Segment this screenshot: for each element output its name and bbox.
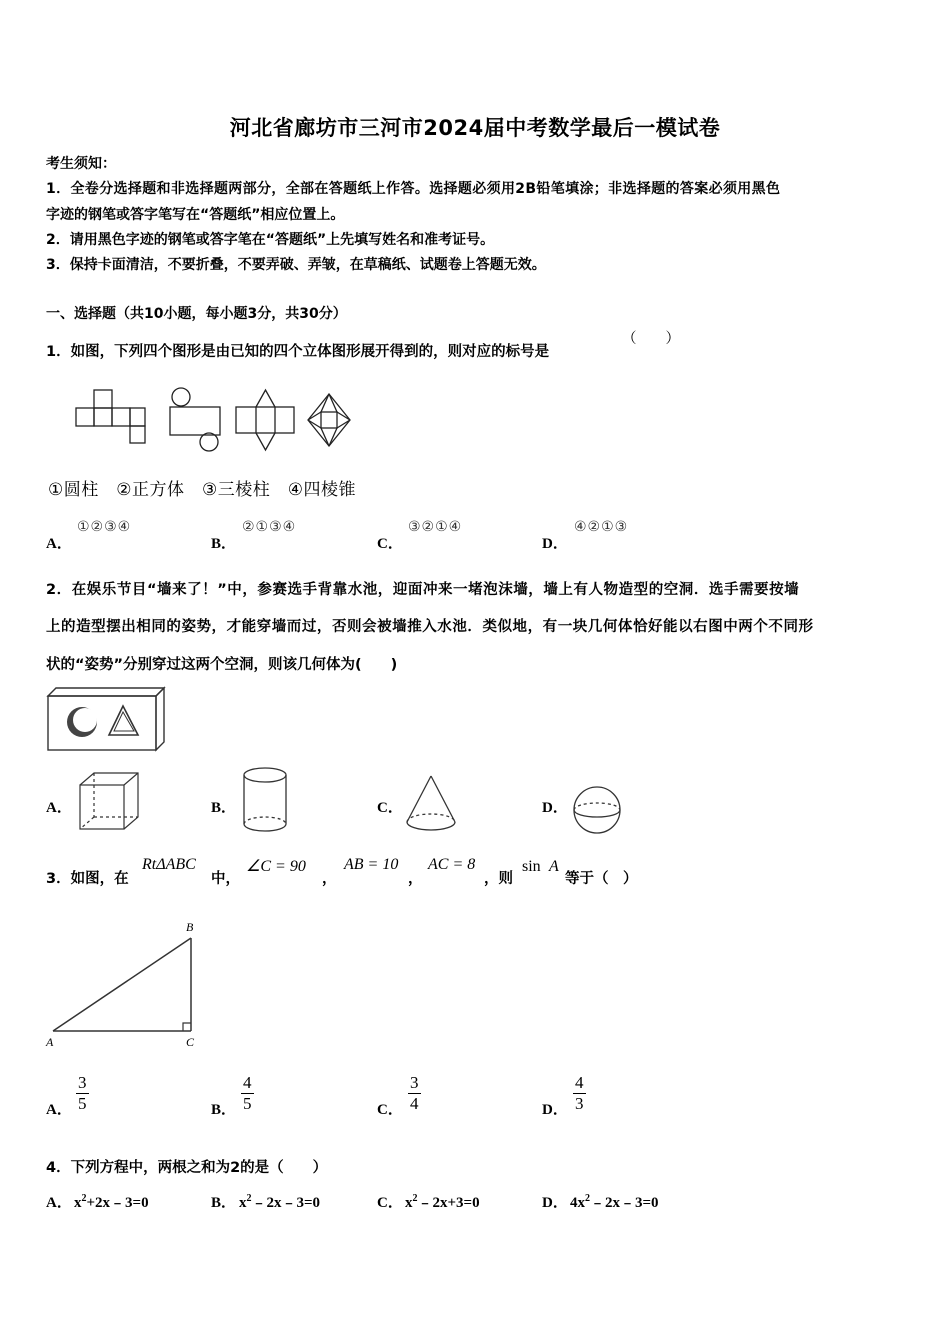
equation-exponent: 2 xyxy=(246,1193,252,1204)
equation-lead: x xyxy=(239,1195,247,1211)
fraction-numerator: 3 xyxy=(78,1073,87,1092)
cylinder-icon[interactable] xyxy=(241,766,289,834)
q3-option-a[interactable] xyxy=(76,1073,89,1114)
q3-side-ab: AB = 10 xyxy=(344,856,399,873)
vertex-label-b: B xyxy=(186,920,194,934)
vertex-label-c: C xyxy=(186,1035,195,1049)
fraction-denominator: 3 xyxy=(575,1094,584,1113)
q2-stem-line2: 上的造型摆出相同的姿势，才能穿墙而过，否则会被墙推入水池．类似地，有一块几何体恰好能以右图中两个不同形 xyxy=(46,619,814,635)
q4-option-d[interactable] xyxy=(570,1191,659,1212)
q3-side-ac: AC = 8 xyxy=(428,856,476,873)
equation-lead: 4x xyxy=(570,1195,585,1211)
equation-exponent: 2 xyxy=(585,1193,590,1204)
q1-stem: 1．如图，下列四个图形是由已知的四个立体图形展开得到的，则对应的标号是 xyxy=(46,344,550,360)
q1-option-a[interactable]: ①②③④ xyxy=(77,519,132,535)
q1-option-c-label[interactable]: C． xyxy=(377,536,403,552)
q3-option-b[interactable] xyxy=(241,1073,254,1114)
notice-item-3: 3．保持卡面清洁，不要折叠，不要弄破、弄皱，在草稿纸、试题卷上答题无效。 xyxy=(46,257,546,273)
q1-option-a-label[interactable]: A． xyxy=(46,536,72,552)
q1-option-d-label[interactable]: D． xyxy=(542,536,568,552)
q2-wall-figure xyxy=(46,686,168,754)
q4-option-c-label[interactable]: C． xyxy=(377,1195,403,1211)
equation-tail: +2x﹣3=0 xyxy=(86,1195,149,1211)
q3-sin: sin xyxy=(522,858,541,875)
prism-net-icon xyxy=(236,390,294,450)
q2-stem-line1: 2．在娱乐节目“墙来了！”中，参赛选手背靠水池，迎面冲来一堵泡沫墙，墙上有人物造型的空洞．选手需要按墙 xyxy=(46,582,800,598)
circle-hole-icon xyxy=(67,707,97,737)
q3-triangle-figure xyxy=(44,915,214,1055)
q4-stem: 4．下列方程中，两根之和为2的是（ ） xyxy=(46,1160,328,1176)
q4-option-d-label[interactable]: D． xyxy=(542,1195,568,1211)
fraction-numerator: 4 xyxy=(243,1073,252,1092)
q4-option-a-label[interactable]: A． xyxy=(46,1195,72,1211)
fraction-denominator: 5 xyxy=(78,1094,87,1113)
triangle-hole-icon xyxy=(109,706,138,735)
q2-option-d-label[interactable]: D． xyxy=(542,800,568,816)
q1-option-b-label[interactable]: B． xyxy=(211,536,237,552)
q3-comma-2: ， xyxy=(408,871,423,887)
cone-icon[interactable] xyxy=(404,774,458,834)
q1-option-d[interactable]: ④②①③ xyxy=(574,519,629,535)
q3-option-a-label[interactable]: A． xyxy=(46,1102,72,1118)
q2-stem-line3: 状的“姿势”分别穿过这两个空洞，则该几何体为( ) xyxy=(46,657,398,673)
q4-option-c[interactable] xyxy=(405,1191,480,1212)
vertex-label-a: A xyxy=(46,1035,54,1049)
q3-ze: ，则 xyxy=(484,871,513,887)
fraction-numerator: 3 xyxy=(410,1073,419,1092)
notice-item-1-cont: 字迹的钢笔或答字笔写在“答题纸”相应位置上。 xyxy=(46,207,345,223)
q4-option-a[interactable] xyxy=(74,1191,149,1212)
pyramid-net-icon xyxy=(308,394,350,446)
cube-icon[interactable] xyxy=(78,771,140,831)
q2-option-c-label[interactable]: C． xyxy=(377,800,403,816)
page-title: 河北省廊坊市三河市2024届中考数学最后一模试卷 xyxy=(229,116,721,140)
q4-option-b[interactable] xyxy=(239,1191,320,1212)
q3-option-d[interactable] xyxy=(573,1073,586,1114)
equation-lead: x xyxy=(405,1195,413,1211)
fraction-denominator: 4 xyxy=(410,1094,419,1113)
q2-option-a-label[interactable]: A． xyxy=(46,800,72,816)
notice-heading: 考生须知： xyxy=(46,156,116,172)
q3-angle-c: ∠C = 90 xyxy=(246,858,306,875)
section-heading: 一、选择题（共10小题，每小题3分，共30分） xyxy=(46,306,347,322)
equation-exponent: 2 xyxy=(412,1193,418,1204)
q3-option-d-label[interactable]: D． xyxy=(542,1102,568,1118)
fraction-denominator: 5 xyxy=(243,1094,252,1113)
q1-nets-figure xyxy=(70,386,370,456)
equation-lead: x xyxy=(74,1195,82,1211)
q3-prefix: 3．如图，在 xyxy=(46,871,129,887)
q1-option-c[interactable]: ③②①④ xyxy=(408,519,463,535)
cylinder-net-icon xyxy=(170,388,220,451)
q3-zhong: 中， xyxy=(211,871,240,887)
equation-tail: ﹣2x﹣3=0 xyxy=(590,1195,659,1211)
q3-option-c[interactable] xyxy=(408,1073,421,1114)
equation-exponent: 2 xyxy=(81,1193,87,1204)
equation-tail: ﹣2x+3=0 xyxy=(417,1195,480,1211)
q2-option-b-label[interactable]: B． xyxy=(211,800,237,816)
q3-comma-1: ， xyxy=(322,871,337,887)
q3-sin-var: A xyxy=(549,858,559,875)
q1-solids-legend: ①圆柱 ②正方体 ③三棱柱 ④四棱锥 xyxy=(48,480,356,500)
q3-option-c-label[interactable]: C． xyxy=(377,1102,403,1118)
q3-suffix: 等于（ ） xyxy=(565,871,638,887)
cube-net-icon xyxy=(76,390,145,443)
equation-tail: ﹣2x﹣3=0 xyxy=(251,1195,321,1211)
q4-option-b-label[interactable]: B． xyxy=(211,1195,237,1211)
q3-triangle-name: RtΔABC xyxy=(142,856,196,873)
fraction-numerator: 4 xyxy=(575,1073,584,1092)
notice-item-1: 1．全卷分选择题和非选择题两部分，全部在答题纸上作答。选择题必须用2B铅笔填涂；非选择题的答案必须用黑色 xyxy=(46,181,781,197)
q3-option-b-label[interactable]: B． xyxy=(211,1102,237,1118)
sphere-icon[interactable] xyxy=(571,784,623,836)
q1-option-b[interactable]: ②①③④ xyxy=(242,519,297,535)
q1-answer-paren: （ ） xyxy=(622,331,680,347)
notice-item-2: 2．请用黑色字迹的钢笔或答字笔在“答题纸”上先填写姓名和准考证号。 xyxy=(46,232,495,248)
